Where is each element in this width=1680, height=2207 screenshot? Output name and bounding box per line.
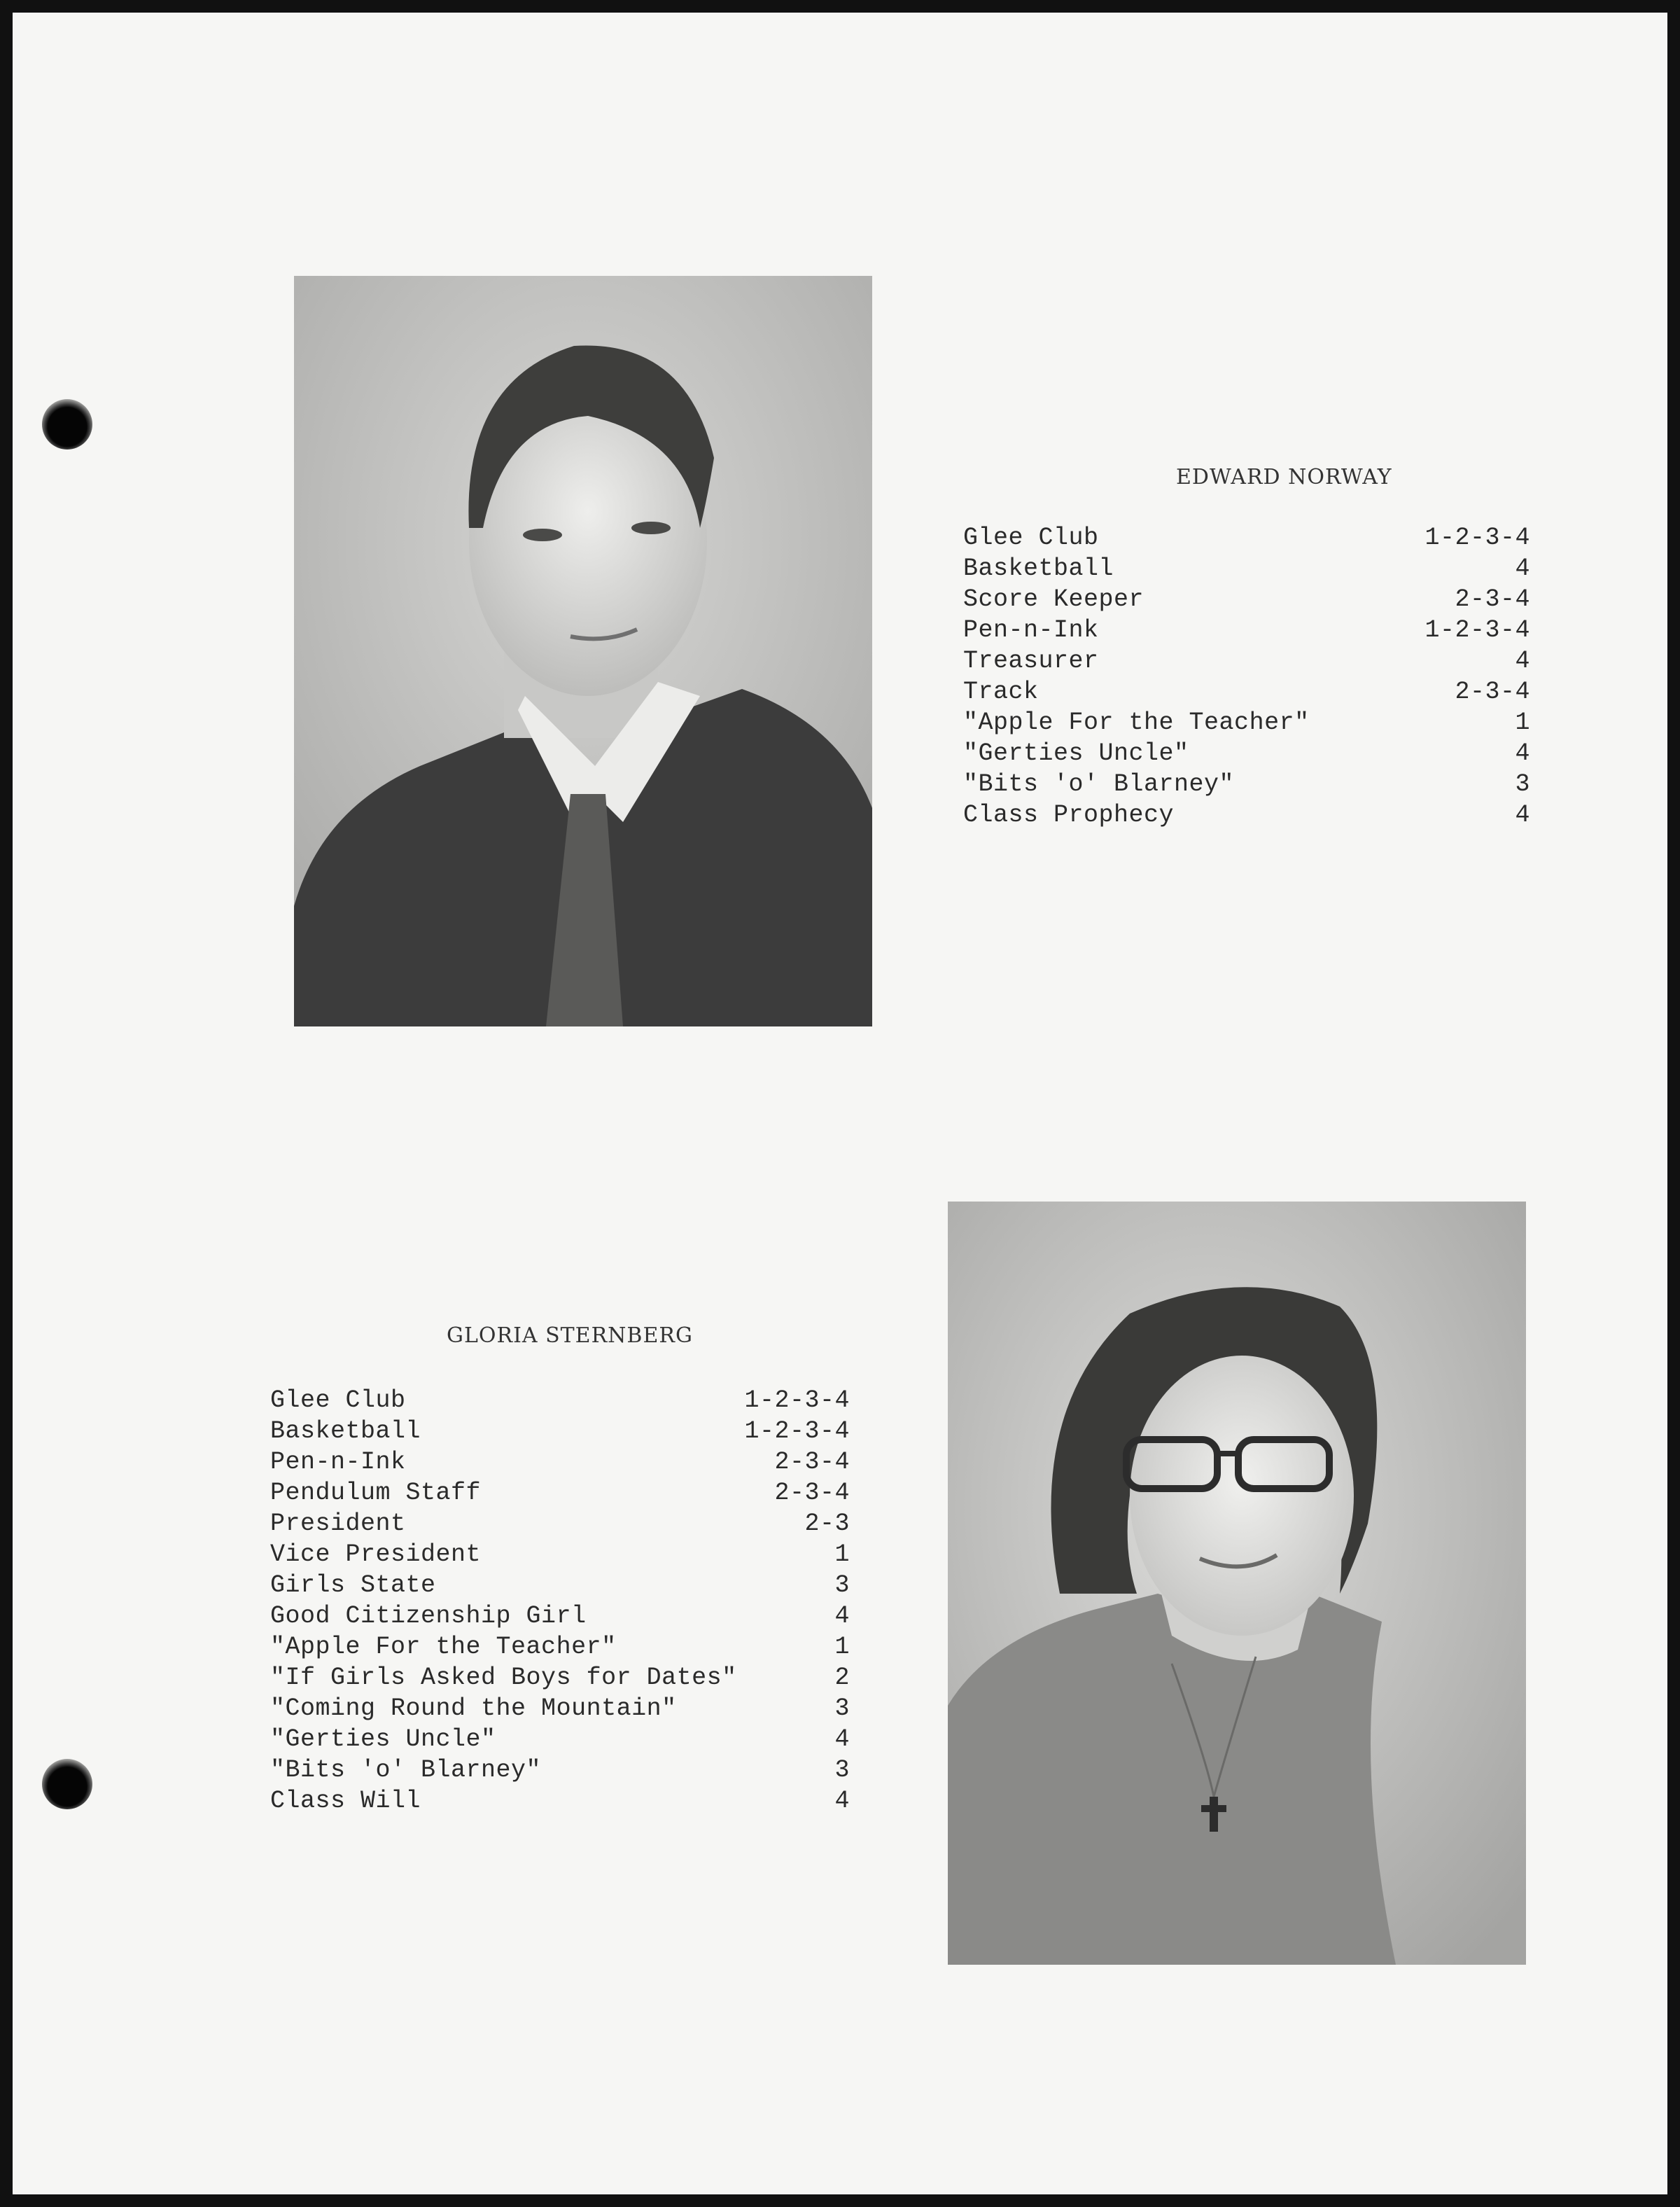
activity-label: Class Prophecy [963,801,1175,829]
activity-label: Good Citizenship Girl [270,1602,587,1630]
activity-years: 3 [834,1694,850,1722]
activity-row [270,1693,850,1724]
activity-row [963,584,1530,615]
activity-years: 2-3-4 [774,1479,850,1507]
activity-label: Girls State [270,1571,436,1599]
activity-years: 2-3-4 [1455,678,1530,706]
activity-label: Track [963,678,1039,706]
portrait-photo-edward-norway [294,276,872,1026]
activity-row [963,676,1530,707]
activity-years: 4 [834,1787,850,1815]
activity-label: Basketball [270,1417,421,1445]
activity-years: 4 [1515,647,1530,675]
activity-years: 3 [834,1571,850,1599]
activity-label: "Gerties Uncle" [270,1725,496,1753]
activity-label: "Bits 'o' Blarney" [963,770,1235,798]
activity-row [270,1385,850,1416]
activity-row [270,1508,850,1539]
activity-label: "Apple For the Teacher" [963,709,1310,737]
activity-list-gloria-sternberg [270,1385,850,1816]
activity-label: "Bits 'o' Blarney" [270,1756,542,1784]
activity-years: 3 [834,1756,850,1784]
activity-years: 1-2-3-4 [1424,524,1530,552]
yearbook-page [13,13,1667,2194]
activity-label: Pen-n-Ink [270,1448,406,1476]
activity-years: 2-3-4 [1455,585,1530,613]
activity-label: "Apple For the Teacher" [270,1633,617,1661]
activity-years: 1-2-3-4 [744,1386,850,1414]
activity-row [963,615,1530,646]
activity-label: Pen-n-Ink [963,616,1099,644]
activity-years: 4 [1515,801,1530,829]
activity-years: 1 [834,1540,850,1568]
activity-years: 3 [1515,770,1530,798]
activity-row [270,1631,850,1662]
activity-row [963,707,1530,738]
binder-hole-bottom [42,1759,92,1809]
activity-row [963,522,1530,553]
activity-row [963,738,1530,769]
activity-years: 4 [1515,555,1530,583]
activity-row [963,646,1530,676]
activity-label: Score Keeper [963,585,1144,613]
activity-row [270,1601,850,1631]
activity-label: Pendulum Staff [270,1479,482,1507]
activity-years: 2 [834,1664,850,1692]
activity-years: 2-3 [804,1510,850,1538]
activity-label: Glee Club [270,1386,406,1414]
activity-label: Vice President [270,1540,482,1568]
student-name-edward-norway: EDWARD NORWAY [1176,465,1392,489]
activity-row [270,1570,850,1601]
activity-label: Class Will [270,1787,421,1815]
student-name-gloria-sternberg: GLORIA STERNBERG [447,1323,693,1348]
activity-row [270,1416,850,1447]
activity-list-edward-norway [963,522,1530,830]
activity-years: 4 [834,1602,850,1630]
activity-label: Basketball [963,555,1114,583]
binder-hole-top [42,399,92,450]
activity-years: 1-2-3-4 [744,1417,850,1445]
activity-row [270,1724,850,1755]
activity-label: Glee Club [963,524,1099,552]
activity-row [963,800,1530,830]
activity-row [270,1785,850,1816]
activity-years: 1-2-3-4 [1424,616,1530,644]
activity-label: Treasurer [963,647,1099,675]
activity-row [270,1539,850,1570]
activity-label: "Coming Round the Mountain" [270,1694,677,1722]
activity-row [963,553,1530,584]
activity-years: 1 [834,1633,850,1661]
activity-label: "Gerties Uncle" [963,739,1189,767]
portrait-photo-gloria-sternberg [948,1202,1526,1965]
activity-row [270,1477,850,1508]
activity-years: 2-3-4 [774,1448,850,1476]
activity-row [963,769,1530,800]
activity-years: 1 [1515,709,1530,737]
activity-years: 4 [1515,739,1530,767]
activity-row [270,1662,850,1693]
activity-label: "If Girls Asked Boys for Dates" [270,1664,737,1692]
activity-row [270,1447,850,1477]
activity-years: 4 [834,1725,850,1753]
activity-row [270,1755,850,1785]
activity-label: President [270,1510,406,1538]
